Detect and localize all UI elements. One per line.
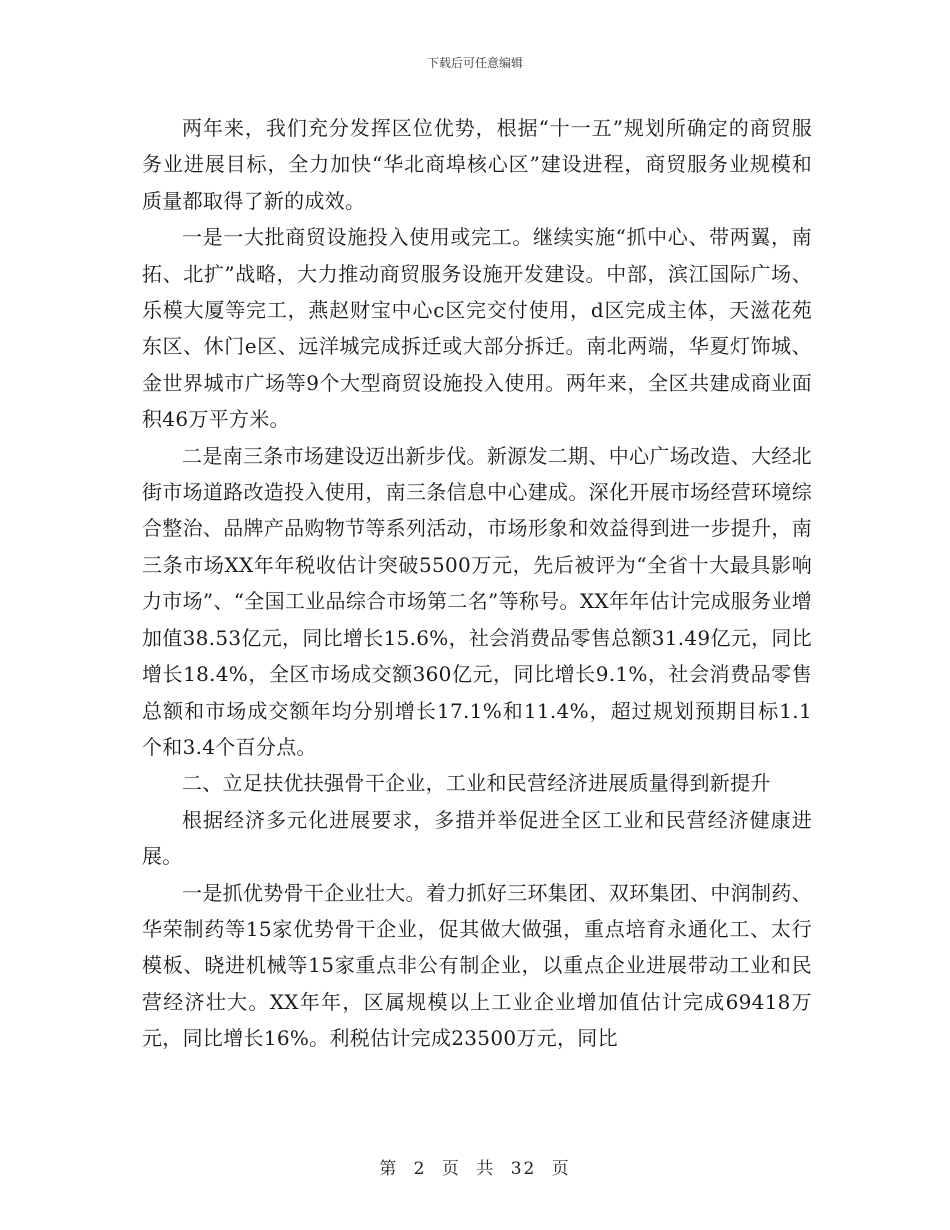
section-heading: 二、立足扶优扶强骨干企业，工业和民营经济进展质量得到新提升 [182, 771, 771, 796]
paragraph: 根据经济多元化进展要求，多措并举促进全区工业和民营经济健康进展。 [142, 807, 812, 869]
paragraph: 两年来，我们充分发挥区位优势，根据“十一五”规划所确定的商贸服务业进展目标，全力加快“华北商埠核心区”建设进程，商贸服务业规模和质量都取得了新的成效。 [142, 116, 812, 213]
document-body [142, 110, 812, 1057]
paragraph: 一是一大批商贸设施投入使用或完工。继续实施“抓中心、带两翼，南拓、北扩”战略，大力推动商贸服务设施开发建设。中部，滨江国际广场、乐模大厦等完工，燕赵财宝中心c区完交付使用，d区完成主体，天滋花苑东区、休门e区、远洋城完成拆迁或大部分拆迁。南北两端，华夏灯饰城、金世界城市广场等9个大型商贸设施投入使用。两年来，全区共建成商业面积46万平方米。 [142, 225, 812, 432]
page-footer-number: 第 2 页 共 32 页 [379, 1159, 571, 1179]
page-header-note: 下载后可任意编辑 [426, 56, 523, 70]
paragraph: 二是南三条市场建设迈出新步伐。新源发二期、中心广场改造、大经北街市场道路改造投入使用，南三条信息中心建成。深化开展市场经营环境综合整治、品牌产品购物节等系列活动，市场形象和效益得到进一步提升，南三条市场XX年年税收估计突破5500万元，先后被评为“全省十大最具影响力市场”、“全国工业品综合市场第二名”等称号。XX年年估计完成服务业增加值38.53亿元，同比增长15.6%，社会消费品零售总额31.49亿元，同比增长18.4%，全区市场成交额360亿元，同比增长9.1%，社会消费品零售总额和市场成交额年均分别增长17.1%和11.4%，超过规划预期目标1.1个和3.4个百分点。 [142, 443, 812, 759]
paragraph: 一是抓优势骨干企业壮大。着力抓好三环集团、双环集团、中润制药、华荣制药等15家优势骨干企业，促其做大做强，重点培育永通化工、太行模板、晓进机械等15家重点非公有制企业，以重点企业进展带动工业和民营经济壮大。XX年年，区属规模以上工业企业增加值估计完成69418万元，同比增长16%。利税估计完成23500万元，同比 [142, 880, 812, 1051]
